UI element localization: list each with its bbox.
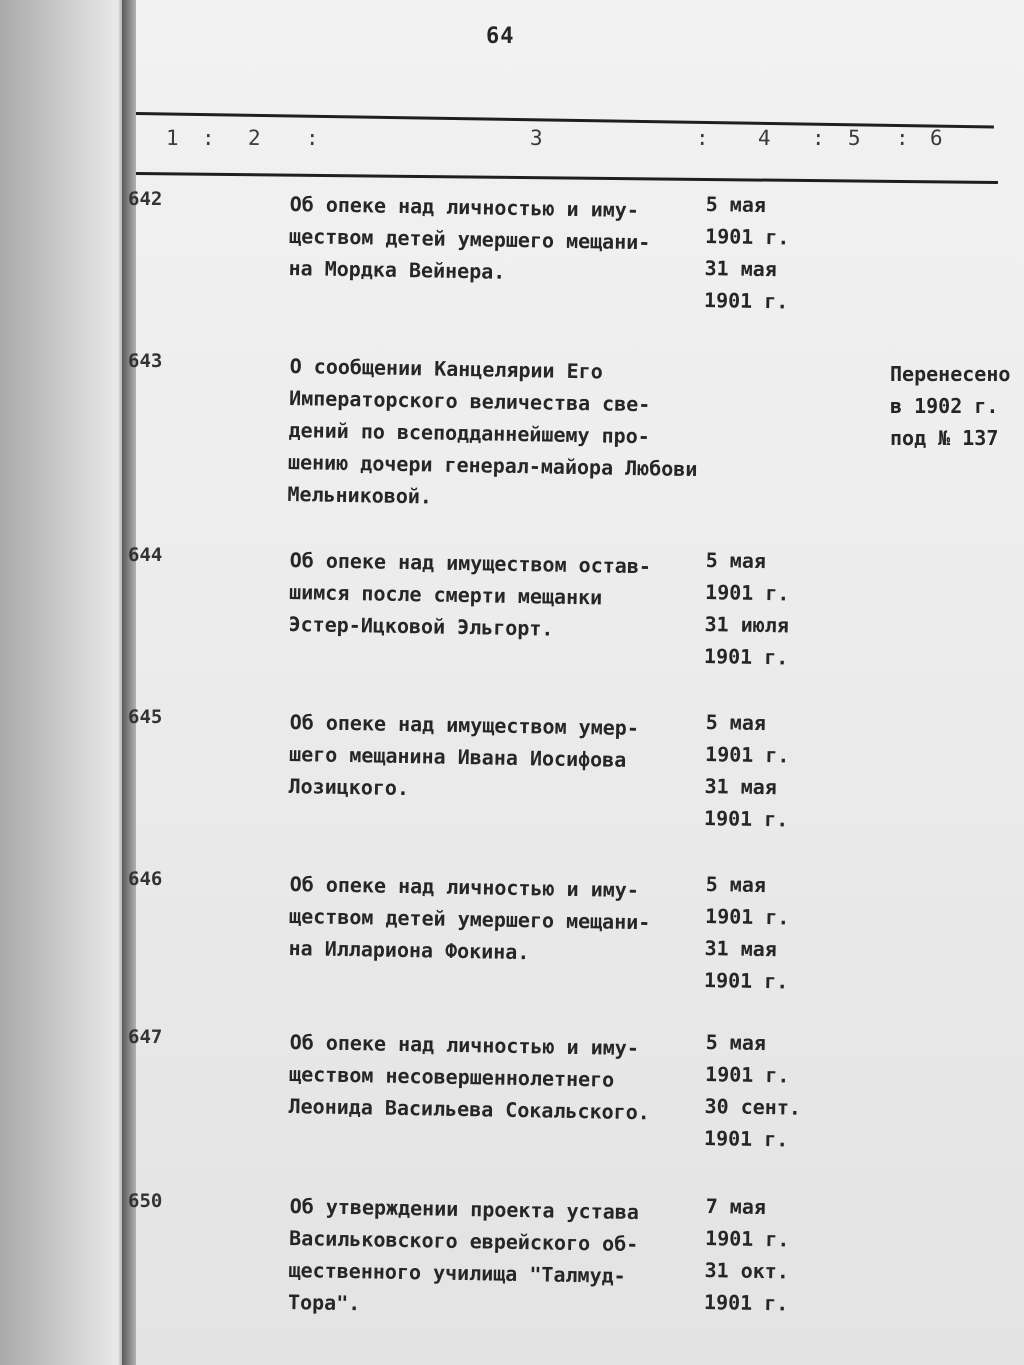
entry-description: Об опеке над личностью и иму- ществом детей умершего мещани- на Мордка Вейнера. xyxy=(288,191,651,284)
column-header-6: 6 xyxy=(929,125,943,151)
entry-number: 645 xyxy=(128,706,163,728)
entry-dates: 5 мая 1901 г. 31 мая 1901 г. xyxy=(703,191,790,314)
entry-description: Об опеке над личностью и иму- ществом детей умершего мещани- на Иллариона Фокина. xyxy=(288,871,651,965)
facing-page xyxy=(0,0,128,1365)
entry-dates: 5 мая 1901 г. 30 сент. 1901 г. xyxy=(703,1029,802,1152)
entry-dates xyxy=(706,350,836,352)
entry-dates: 7 мая 1901 г. 31 окт. 1901 г. xyxy=(703,1193,790,1316)
page-number: 64 xyxy=(486,24,515,49)
column-header-separator: : xyxy=(201,125,215,151)
entry-number: 647 xyxy=(128,1026,163,1048)
document-page xyxy=(128,0,1024,1365)
column-header-5: 5 xyxy=(847,125,861,151)
column-header-3: 3 xyxy=(529,125,543,151)
column-header-2: 2 xyxy=(247,125,261,151)
entry-description: О сообщении Канцелярии Его Императорского величества све- дений по всеподданнейшему про- шению дочери генерал-майора Любови Мельниковой. xyxy=(287,353,698,509)
column-header-separator: : xyxy=(305,125,319,151)
header-rule-bottom xyxy=(136,172,998,184)
entry-dates: 5 мая 1901 г. 31 мая 1901 г. xyxy=(703,709,790,832)
column-header-separator: : xyxy=(895,125,909,151)
column-header-separator: : xyxy=(695,125,709,151)
entry-number: 650 xyxy=(128,1190,163,1212)
entry-number: 643 xyxy=(128,350,163,372)
entry-description: Об опеке над личностью и иму- ществом несовершеннолетнего Леонида Васильева Сокальского. xyxy=(288,1029,650,1125)
entry-number: 644 xyxy=(128,544,163,566)
column-header-4: 4 xyxy=(757,125,771,151)
entry-note: Перенесено в 1902 г. под № 137 xyxy=(890,362,1011,450)
column-header-1: 1 xyxy=(165,125,179,151)
entry-number: 646 xyxy=(128,868,163,890)
column-header-separator: : xyxy=(811,125,825,151)
entry-dates: 5 мая 1901 г. 31 мая 1901 г. xyxy=(703,871,790,994)
entry-dates: 5 мая 1901 г. 31 июля 1901 г. xyxy=(703,547,790,670)
entry-description: Об опеке над имуществом остав- шимся после смерти мещанки Эстер-Ицковой Эльгорт. xyxy=(288,547,652,641)
entry-description: Об опеке над имуществом умер- шего мещанина Ивана Иосифова Лозицкого. xyxy=(288,709,640,801)
header-rule-top xyxy=(136,112,994,128)
entry-number: 642 xyxy=(128,188,163,210)
entry-description: Об утверждении проекта устава Васильковского еврейского об- щественного училища "Талмуд- Тора". xyxy=(287,1193,640,1316)
